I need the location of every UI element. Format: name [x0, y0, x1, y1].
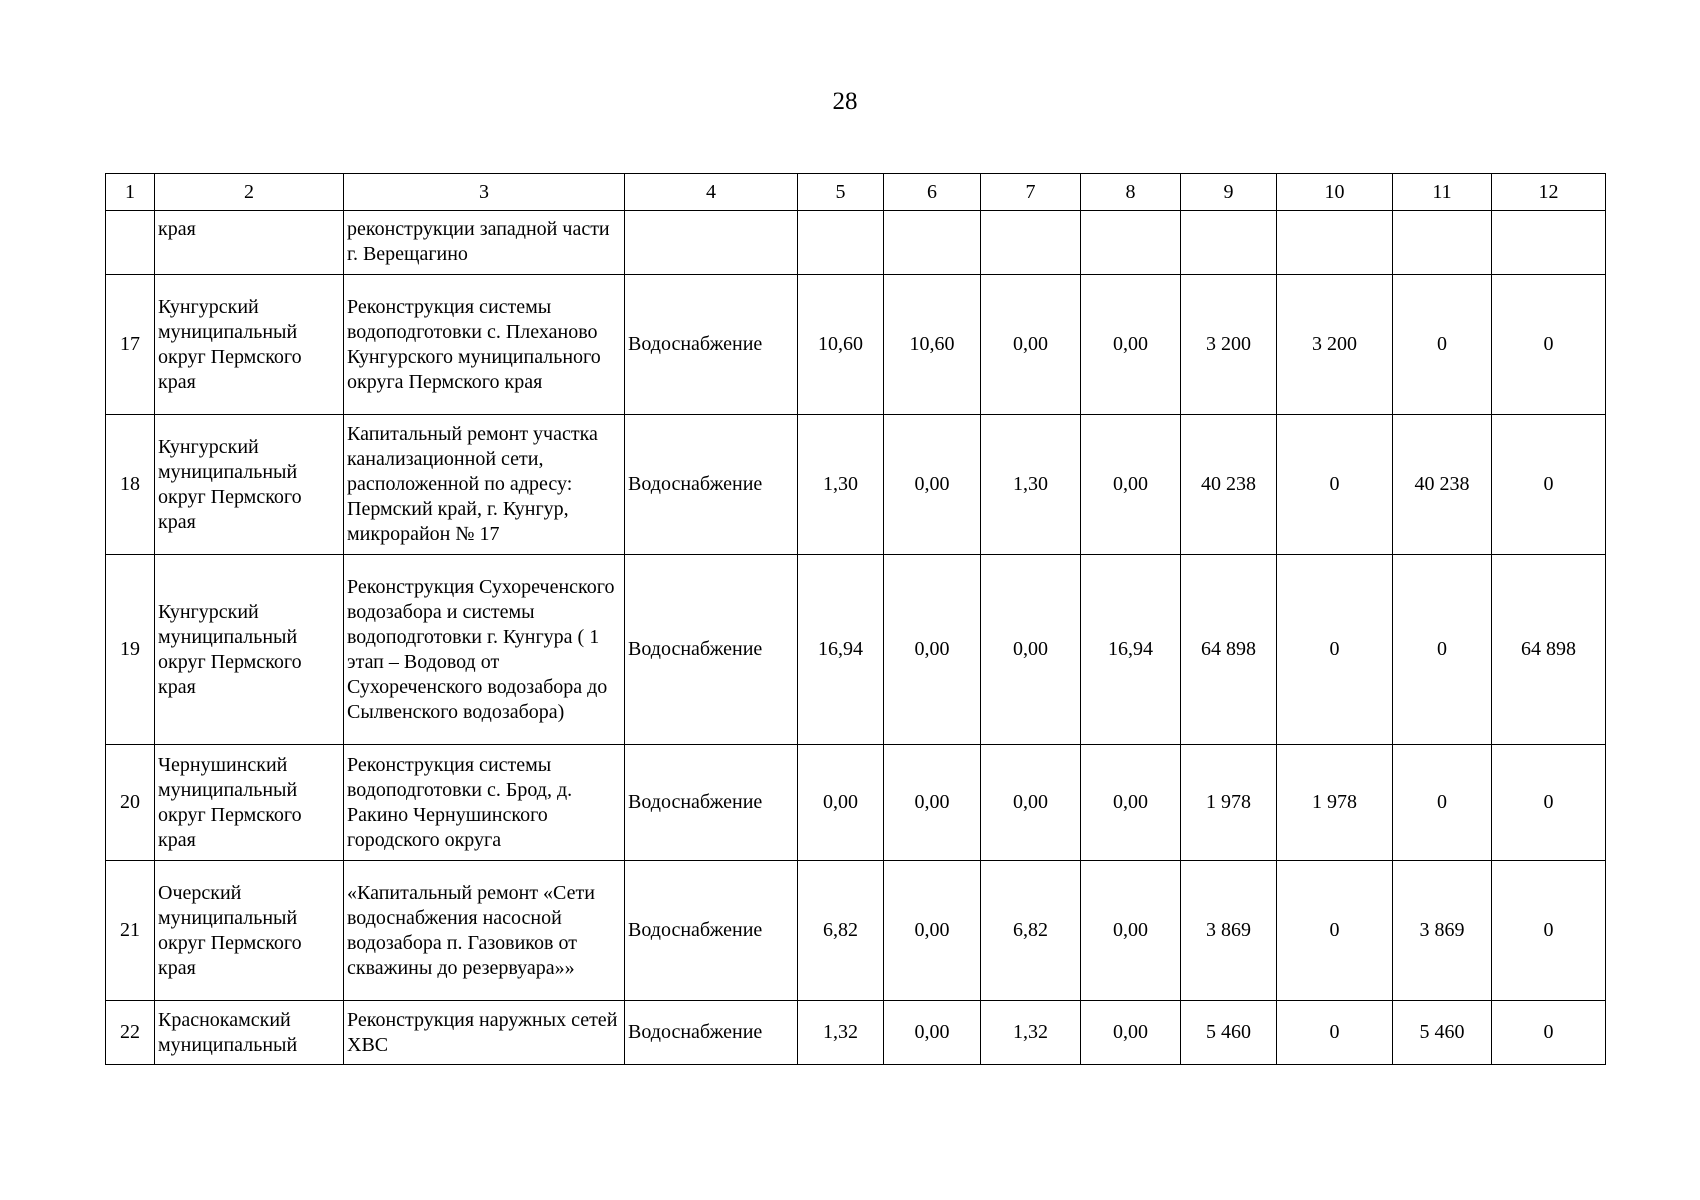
value-cell: 0,00 [1081, 275, 1181, 415]
value-cell: 1 978 [1277, 745, 1393, 861]
value-cell: 0 [1277, 415, 1393, 555]
value-cell: 0 [1393, 555, 1492, 745]
value-cell: 1 978 [1181, 745, 1277, 861]
value-cell: 0,00 [884, 1001, 981, 1065]
header-cell: 1 [106, 174, 155, 211]
row-number-cell: 22 [106, 1001, 155, 1065]
value-cell: 0 [1492, 415, 1606, 555]
category-cell: Водоснабжение [625, 555, 798, 745]
value-cell: 5 460 [1181, 1001, 1277, 1065]
category-cell: Водоснабжение [625, 861, 798, 1001]
municipality-cell: Чернушинский муниципальный округ Пермского края [155, 745, 344, 861]
table-row [106, 861, 1606, 1001]
value-cell: 0 [1492, 745, 1606, 861]
category-cell: Водоснабжение [625, 745, 798, 861]
page-number: 28 [832, 88, 858, 115]
header-cell: 7 [981, 174, 1081, 211]
header-cell: 2 [155, 174, 344, 211]
value-cell: 0,00 [981, 745, 1081, 861]
municipality-cell: Очерский муниципальный округ Пермского края [155, 861, 344, 1001]
table-row [106, 415, 1606, 555]
value-cell: 3 869 [1181, 861, 1277, 1001]
municipality-cell: Кунгурский муниципальный округ Пермского края [155, 555, 344, 745]
value-cell: 1,30 [798, 415, 884, 555]
value-cell [798, 211, 884, 275]
value-cell: 0 [1277, 861, 1393, 1001]
value-cell: 0,00 [884, 745, 981, 861]
value-cell: 0,00 [798, 745, 884, 861]
value-cell [1492, 211, 1606, 275]
row-number-cell: 20 [106, 745, 155, 861]
value-cell: 0 [1277, 555, 1393, 745]
value-cell [1277, 211, 1393, 275]
value-cell: 0,00 [981, 555, 1081, 745]
value-cell: 64 898 [1181, 555, 1277, 745]
value-cell: 5 460 [1393, 1001, 1492, 1065]
municipality-cell: Кунгурский муниципальный округ Пермского края [155, 275, 344, 415]
object-name-cell: реконструкции западной части г. Верещагино [344, 211, 625, 275]
row-number-cell: 17 [106, 275, 155, 415]
value-cell: 0,00 [884, 415, 981, 555]
value-cell: 0 [1277, 1001, 1393, 1065]
object-name-cell: Реконструкция системы водоподготовки с. Плеханово Кунгурского муниципального округа Пермского края [344, 275, 625, 415]
value-cell: 1,30 [981, 415, 1081, 555]
header-cell: 4 [625, 174, 798, 211]
value-cell [981, 211, 1081, 275]
data-table [105, 173, 1606, 1065]
table-row [106, 555, 1606, 745]
table-row [106, 745, 1606, 861]
row-number-cell: 18 [106, 415, 155, 555]
value-cell: 64 898 [1492, 555, 1606, 745]
table-header-row [106, 174, 1606, 211]
value-cell [1393, 211, 1492, 275]
value-cell: 0 [1492, 861, 1606, 1001]
header-cell: 8 [1081, 174, 1181, 211]
table-row [106, 1001, 1606, 1065]
category-cell: Водоснабжение [625, 275, 798, 415]
value-cell: 1,32 [981, 1001, 1081, 1065]
value-cell: 0,00 [884, 555, 981, 745]
category-cell: Водоснабжение [625, 1001, 798, 1065]
value-cell [1081, 211, 1181, 275]
table-row [106, 211, 1606, 275]
header-cell: 5 [798, 174, 884, 211]
value-cell: 0 [1393, 275, 1492, 415]
object-name-cell: Реконструкция наружных сетей ХВС [344, 1001, 625, 1065]
header-cell: 11 [1393, 174, 1492, 211]
value-cell [884, 211, 981, 275]
value-cell: 0 [1393, 745, 1492, 861]
header-cell: 3 [344, 174, 625, 211]
header-cell: 9 [1181, 174, 1277, 211]
value-cell: 0,00 [884, 861, 981, 1001]
value-cell: 0 [1492, 275, 1606, 415]
row-number-cell: 19 [106, 555, 155, 745]
object-name-cell: Реконструкция системы водоподготовки с. Брод, д. Ракино Чернушинского городского округа [344, 745, 625, 861]
value-cell: 40 238 [1393, 415, 1492, 555]
row-number-cell [106, 211, 155, 275]
value-cell [1181, 211, 1277, 275]
category-cell: Водоснабжение [625, 415, 798, 555]
row-number-cell: 21 [106, 861, 155, 1001]
value-cell: 10,60 [798, 275, 884, 415]
object-name-cell: Реконструкция Сухореченского водозабора и системы водоподготовки г. Кунгура ( 1 этап – Водовод от Сухореченского водозабора до Сылвенского водозабора) [344, 555, 625, 745]
value-cell: 0,00 [1081, 745, 1181, 861]
value-cell: 0,00 [1081, 861, 1181, 1001]
header-cell: 12 [1492, 174, 1606, 211]
value-cell: 6,82 [798, 861, 884, 1001]
value-cell: 3 200 [1181, 275, 1277, 415]
value-cell: 3 869 [1393, 861, 1492, 1001]
category-cell [625, 211, 798, 275]
value-cell: 40 238 [1181, 415, 1277, 555]
municipality-cell: края [155, 211, 344, 275]
header-cell: 6 [884, 174, 981, 211]
value-cell: 0 [1492, 1001, 1606, 1065]
value-cell: 6,82 [981, 861, 1081, 1001]
value-cell: 16,94 [1081, 555, 1181, 745]
value-cell: 10,60 [884, 275, 981, 415]
municipality-cell: Краснокамский муниципальный [155, 1001, 344, 1065]
value-cell: 16,94 [798, 555, 884, 745]
value-cell: 0,00 [1081, 1001, 1181, 1065]
municipality-cell: Кунгурский муниципальный округ Пермского края [155, 415, 344, 555]
header-cell: 10 [1277, 174, 1393, 211]
value-cell: 0,00 [1081, 415, 1181, 555]
object-name-cell: «Капитальный ремонт «Сети водоснабжения насосной водозабора п. Газовиков от скважины до резервуара»» [344, 861, 625, 1001]
table-row [106, 275, 1606, 415]
value-cell: 0,00 [981, 275, 1081, 415]
value-cell: 3 200 [1277, 275, 1393, 415]
value-cell: 1,32 [798, 1001, 884, 1065]
object-name-cell: Капитальный ремонт участка канализационной сети, расположенной по адресу: Пермский край, г. Кунгур, микрорайон № 17 [344, 415, 625, 555]
